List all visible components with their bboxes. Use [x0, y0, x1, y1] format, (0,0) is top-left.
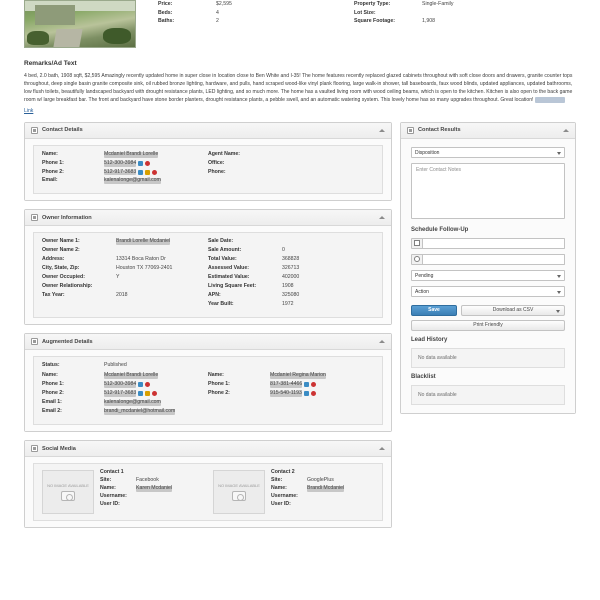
owner-information-header[interactable]: [25, 210, 391, 226]
panel-icon: [407, 127, 414, 134]
photo-foliage-right: [103, 28, 131, 44]
field-value: 512-300-3984: [104, 381, 137, 388]
fact-value: Single-Family: [422, 1, 454, 7]
field-row: [42, 178, 208, 184]
phone-icon[interactable]: [138, 391, 143, 396]
field-label: Site:: [271, 476, 283, 483]
fact-value: $2,595: [216, 1, 232, 7]
field-label: Office:: [208, 159, 225, 166]
social-media-panel: [24, 440, 392, 528]
field-row: [42, 382, 208, 388]
remove-icon[interactable]: [152, 391, 157, 396]
status-select-value: Pending: [415, 272, 434, 279]
social-card: [213, 470, 374, 514]
listing-facts-left: [158, 2, 298, 48]
panel-icon: [31, 338, 38, 345]
field-row: [208, 257, 374, 263]
field-row: [100, 478, 203, 484]
field-row: [42, 239, 208, 245]
chevron-down-icon: [557, 291, 561, 294]
fact-row: [354, 19, 494, 25]
field-value: 326713: [282, 265, 300, 272]
contact-details-right: [208, 152, 374, 188]
phone-icon[interactable]: [304, 382, 309, 387]
chevron-up-icon[interactable]: [379, 340, 385, 343]
property-photo[interactable]: [24, 0, 136, 48]
owner-information-grid: [33, 232, 383, 318]
chevron-down-icon: [557, 152, 561, 155]
detail-columns: [0, 114, 600, 536]
listing-summary: [0, 0, 600, 54]
field-row: [208, 373, 374, 379]
field-label: Email 2:: [42, 408, 62, 415]
field-row: [42, 266, 208, 272]
contact-notes-input[interactable]: [411, 163, 565, 219]
left-column: [24, 122, 392, 536]
panel-header-left: [31, 127, 83, 134]
augmented-details-box: [33, 356, 383, 425]
phone-icon[interactable]: [138, 170, 143, 175]
field-row: [208, 239, 374, 245]
field-label: Phone:: [208, 168, 226, 175]
augmented-left: [42, 373, 208, 418]
field-label: Email:: [42, 177, 58, 184]
contact-details-panel: [24, 122, 392, 202]
social-media-grid: [33, 463, 383, 521]
status-label: Status:: [42, 362, 60, 369]
fact-label: Beds:: [158, 9, 173, 16]
photo-foliage-left: [27, 31, 49, 45]
star-icon[interactable]: [145, 170, 150, 175]
disposition-select[interactable]: [411, 147, 565, 158]
social-card-heading: Contact 2: [271, 469, 295, 475]
contact-details-left: [42, 152, 208, 188]
fact-label: Lot Size:: [354, 9, 376, 16]
field-value: 402000: [282, 274, 300, 281]
followup-date-input[interactable]: [423, 238, 565, 249]
remove-icon[interactable]: [145, 382, 150, 387]
field-row: [271, 494, 374, 500]
listing-facts: [136, 0, 494, 48]
field-row: [42, 293, 208, 299]
print-friendly-button[interactable]: Print Friendly: [411, 320, 565, 331]
field-label: Name:: [100, 484, 116, 491]
field-value: Houston TX 77069-2401: [116, 265, 173, 272]
field-row: [100, 502, 203, 508]
field-label: Phone 2:: [42, 168, 64, 175]
field-value: kalenalonge@gmail.com: [104, 177, 161, 184]
field-label: Owner Name 2:: [42, 247, 80, 254]
fact-label: Square Footage:: [354, 18, 395, 25]
field-label: Name:: [208, 372, 224, 379]
augmented-details-panel: [24, 333, 392, 432]
fact-row: [354, 11, 494, 17]
chevron-up-icon[interactable]: [379, 216, 385, 219]
remove-icon[interactable]: [311, 382, 316, 387]
field-label: Sale Date:: [208, 238, 234, 245]
status-value: Published: [104, 362, 127, 369]
field-value: Karen Mcdaniel: [136, 484, 173, 491]
clock-icon: [414, 256, 420, 262]
chevron-down-icon: [557, 275, 561, 278]
field-label: Name:: [42, 150, 58, 157]
field-value: 368828: [282, 256, 300, 263]
field-label: Address:: [42, 256, 65, 263]
field-value: 915-540-1193: [270, 390, 302, 397]
remove-icon[interactable]: [311, 391, 316, 396]
clock-button[interactable]: [411, 254, 423, 265]
social-card-fields: [271, 470, 374, 514]
followup-time-row: [411, 254, 565, 265]
field-label: Sale Amount:: [208, 247, 242, 254]
field-row: [208, 161, 374, 167]
field-row: [208, 275, 374, 281]
field-label: Living Square Feet:: [208, 283, 257, 290]
owner-information-right: [208, 239, 374, 311]
no-image-label: NO IMAGE AVAILABLE: [218, 483, 260, 489]
field-label: Username:: [271, 492, 298, 499]
fact-row: [354, 2, 494, 8]
field-label: Tax Year:: [42, 292, 65, 299]
field-value: 2018: [116, 292, 128, 299]
no-image-placeholder: [42, 470, 94, 514]
field-row: [42, 373, 208, 379]
field-row: [208, 152, 374, 158]
field-value: 13314 Boca Raton Dr: [116, 256, 166, 263]
star-icon[interactable]: [145, 391, 150, 396]
remarks-redacted: [535, 97, 565, 103]
contact-details-header[interactable]: [25, 123, 391, 139]
remarks-link[interactable]: Link: [24, 107, 34, 114]
fact-value: 1,908: [422, 18, 435, 25]
remarks-body: [24, 73, 576, 105]
field-row: [42, 400, 208, 406]
phone-icon[interactable]: [304, 391, 309, 396]
owner-information-title: Owner Information: [42, 214, 92, 221]
fact-value: 2: [216, 18, 219, 25]
field-row: [42, 248, 208, 254]
status-row: [42, 363, 374, 369]
owner-information-body: [25, 226, 391, 324]
field-row: [208, 248, 374, 254]
field-value: Brandi Mcdaniel: [307, 484, 345, 491]
social-card-heading-row: [100, 470, 203, 476]
contact-results-panel: [400, 122, 576, 414]
field-label: Owner Relationship:: [42, 283, 93, 290]
fact-row: [158, 11, 298, 17]
field-value: Mcdaniel Regina Marion: [270, 372, 326, 379]
download-csv-button[interactable]: [461, 305, 565, 316]
field-value: 1908: [282, 283, 294, 290]
augmented-details-body: [25, 350, 391, 431]
fact-value: 4: [216, 9, 219, 16]
fact-label: Price:: [158, 1, 173, 7]
field-value: Facebook: [136, 476, 159, 483]
contact-details-title: Contact Details: [42, 127, 83, 134]
fact-row: [158, 2, 298, 8]
save-button[interactable]: Save: [411, 305, 457, 316]
field-row: [208, 284, 374, 290]
schedule-followup-title: Schedule Follow-Up: [411, 226, 469, 233]
field-label: Phone 2:: [42, 390, 64, 397]
augmented-details-title: Augmented Details: [42, 338, 93, 345]
chevron-down-icon: [556, 310, 560, 313]
field-label: Total Value:: [208, 256, 237, 263]
field-label: User ID:: [271, 500, 291, 507]
field-label: Email 1:: [42, 399, 62, 406]
panel-icon: [31, 127, 38, 134]
social-card: [42, 470, 203, 514]
disposition-value: Disposition: [415, 149, 440, 156]
panel-icon: [31, 214, 38, 221]
chevron-up-icon[interactable]: [379, 447, 385, 450]
phone-icon[interactable]: [138, 382, 143, 387]
augmented-details-header[interactable]: [25, 334, 391, 350]
followup-time-input[interactable]: [423, 254, 565, 265]
remove-icon[interactable]: [152, 170, 157, 175]
field-label: City, State, Zip:: [42, 265, 80, 272]
followup-date-row: [411, 238, 565, 249]
calendar-icon: [414, 240, 420, 246]
social-card-heading: Contact 1: [100, 469, 124, 475]
camera-icon: [232, 491, 246, 501]
remarks-title: Remarks/Ad Text: [24, 60, 77, 67]
field-value: Y: [116, 274, 120, 281]
field-row: [42, 275, 208, 281]
photo-path: [53, 29, 82, 47]
owner-information-panel: [24, 209, 392, 325]
field-label: Estimated Value:: [208, 274, 250, 281]
field-label: Name:: [271, 484, 287, 491]
field-label: Assessed Value:: [208, 265, 249, 272]
calendar-button[interactable]: [411, 238, 423, 249]
field-row: [42, 170, 208, 176]
field-label: APN:: [208, 292, 221, 299]
field-label: Username:: [100, 492, 127, 499]
chevron-up-icon[interactable]: [563, 129, 569, 132]
field-row: [42, 391, 208, 397]
field-value: 0: [282, 247, 285, 254]
panel-header-left: [31, 214, 92, 221]
status-select[interactable]: [411, 270, 565, 281]
blacklist-title: Blacklist: [411, 373, 436, 380]
phone-icon[interactable]: [138, 161, 143, 166]
augmented-grid: [42, 373, 374, 418]
lead-history-title: Lead History: [411, 336, 448, 343]
field-row: [42, 161, 208, 167]
field-value: 512-917-3683: [104, 390, 137, 397]
social-card-heading-row: [271, 470, 374, 476]
field-row: [42, 409, 208, 415]
field-row: [208, 170, 374, 176]
contact-details-body: [25, 139, 391, 201]
field-value: Mcdaniel Brandi Lorelle: [104, 372, 159, 379]
social-media-header[interactable]: [25, 441, 391, 457]
fact-label: Baths:: [158, 18, 175, 25]
field-value: Mcdaniel Brandi Lorelle: [104, 150, 159, 157]
listing-facts-right: [354, 2, 494, 48]
field-label: Name:: [42, 372, 58, 379]
action-select-value: Action: [415, 288, 429, 295]
field-value: 512-917-3683: [104, 168, 137, 175]
contact-results-title: Contact Results: [418, 127, 461, 134]
field-row: [271, 502, 374, 508]
social-media-body: [25, 457, 391, 527]
no-image-label: NO IMAGE AVAILABLE: [47, 483, 89, 489]
field-label: Owner Name 1:: [42, 238, 80, 245]
remarks-text: 4 bed, 2.0 bath, 1908 sqft, $2,595 Amazingly recently updated home in super close in location close to Ben White and I-35! The home features recently replaced glazed cabinets throughout with soft close doors and drawers, granite counter tops throughout, deep single basin granite composite sink, oil rubbed bronze lighting, hardware, and pulls, hand scraped wood-like vinyl plank flooring, large walk-in shower, tall baseboards, faux wood blinds, updated appliances, updated bathrooms, low flush toilets, beautifully landscaped backyard with drought resistance plants, LED lighting, and so much more. The home has a vaulted living room with wood ceiling beams, which is open to the kitchen. Kitchen is also open to the back game room w/ large breakfast bar. The front and backyard have stone border planters, drought resistance plants, a pebble swell, and an automatic watering system. This lovely home has so many upgrades throughout. Great location!: [24, 73, 573, 103]
field-row: [42, 257, 208, 263]
field-label: Owner Occupied:: [42, 274, 85, 281]
field-row: [42, 284, 208, 290]
field-row: [271, 486, 374, 492]
lead-history-empty: No data available: [411, 348, 565, 368]
field-value: 512-300-3984: [104, 159, 137, 166]
panel-header-left: [407, 127, 461, 134]
augmented-right: [208, 373, 374, 418]
contact-results-body: [401, 139, 575, 413]
field-label: Phone 2:: [208, 390, 230, 397]
action-button-row: [411, 305, 565, 316]
social-card-fields: [100, 470, 203, 514]
field-row: [208, 382, 374, 388]
field-value: 1972: [282, 301, 294, 308]
field-label: Year Built:: [208, 301, 234, 308]
social-media-title: Social Media: [42, 445, 76, 452]
field-row: [208, 302, 374, 308]
contact-details-grid: [33, 145, 383, 195]
blacklist-empty: No data available: [411, 385, 565, 405]
field-value: 817-381-4466: [270, 381, 303, 388]
field-row: [208, 266, 374, 272]
field-row: [100, 486, 203, 492]
field-value: Brandi Lorelle Mcdaniel: [116, 238, 171, 245]
field-label: Site:: [100, 476, 112, 483]
contact-notes-placeholder: Enter Contact Notes: [416, 166, 462, 173]
field-row: [208, 293, 374, 299]
camera-icon: [61, 491, 75, 501]
remove-icon[interactable]: [145, 161, 150, 166]
field-value: brandi_mcdaniel@hotmail.com: [104, 408, 176, 415]
field-label: Phone 1:: [42, 381, 64, 388]
download-csv-label: Download as CSV: [492, 307, 534, 314]
field-row: [208, 391, 374, 397]
field-value: GooglePlus: [307, 476, 334, 483]
field-row: [100, 494, 203, 500]
field-value: 325080: [282, 292, 300, 299]
action-select[interactable]: [411, 286, 565, 297]
field-row: [42, 152, 208, 158]
right-column: [400, 122, 576, 422]
no-image-placeholder: [213, 470, 265, 514]
photo-house: [35, 5, 75, 25]
field-value: kalenalonge@gmail.com: [104, 399, 161, 406]
field-label: User ID:: [100, 500, 120, 507]
panel-icon: [31, 445, 38, 452]
field-label: Phone 1:: [42, 159, 64, 166]
field-label: Agent Name:: [208, 150, 240, 157]
remarks-section: [24, 60, 576, 114]
contact-results-header[interactable]: [401, 123, 575, 139]
panel-header-left: [31, 445, 76, 452]
owner-information-left: [42, 239, 208, 311]
chevron-up-icon[interactable]: [379, 129, 385, 132]
field-label: Phone 1:: [208, 381, 230, 388]
panel-header-left: [31, 338, 93, 345]
field-row: [271, 478, 374, 484]
fact-row: [158, 19, 298, 25]
fact-label: Property Type:: [354, 1, 391, 7]
